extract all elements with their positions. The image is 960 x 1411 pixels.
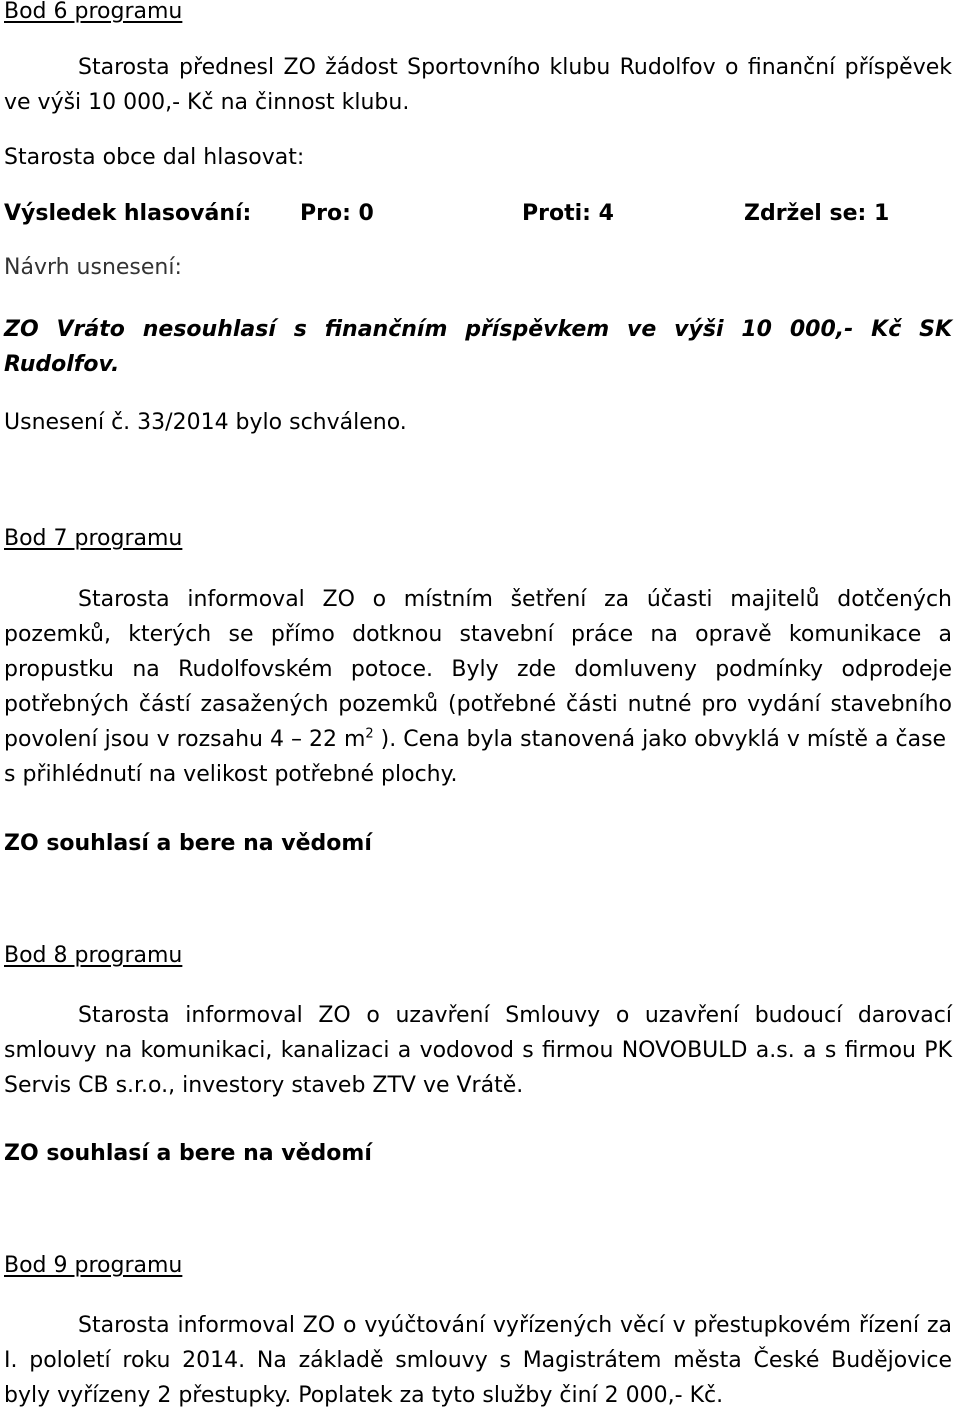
- bod7-text-line4: potřebných částí zasažených pozemků (potřebné části nutné pro vydání stavebního: [4, 692, 952, 717]
- bod6-text-line2: ve výši 10 000,- Kč na činnost klubu.: [4, 90, 410, 115]
- bod8-text-line1: Starosta informoval ZO o uzavření Smlouvy o uzavření budoucí darovací: [78, 1003, 952, 1028]
- bod9-text-line3: byly vyřízeny 2 přestupky. Poplatek za tyto služby činí 2 000,- Kč.: [4, 1383, 724, 1408]
- bod7-text-line5: [4, 725, 946, 755]
- bod7-text-line1: Starosta informoval ZO o místním šetření za účasti majitelů dotčených: [78, 587, 952, 612]
- bod7-heading: Bod 7 programu: [4, 526, 183, 551]
- superscript: 2: [365, 726, 374, 742]
- bod8-conclusion: ZO souhlasí a bere na vědomí: [4, 1141, 372, 1166]
- bod9-heading: Bod 9 programu: [4, 1253, 183, 1278]
- bod7-text-line3: propustku na Rudolfovském potoce. Byly zde domluveny podmínky odprodeje: [4, 657, 952, 682]
- vote-label: Výsledek hlasování:: [4, 201, 252, 226]
- bod8-text-line2: smlouvy na komunikaci, kanalizaci a vodovod s firmou NOVOBULD a.s. a s firmou PK: [4, 1038, 952, 1063]
- bod6-text-line1: Starosta přednesl ZO žádost Sportovního klubu Rudolfov o finanční příspěvek: [78, 55, 952, 80]
- vote-zdrzel: Zdržel se: 1: [744, 201, 890, 226]
- proposal-label: Návrh usnesení:: [4, 255, 182, 280]
- bod7-conclusion: ZO souhlasí a bere na vědomí: [4, 831, 372, 856]
- resolution-approved: Usnesení č. 33/2014 bylo schváleno.: [4, 410, 407, 435]
- vote-proti: Proti: 4: [522, 201, 614, 226]
- resolution-line1: ZO Vráto nesouhlasí s finančním příspěvkem ve výši 10 000,- Kč SK: [4, 317, 952, 342]
- bod6-heading: Bod 6 programu: [4, 0, 183, 24]
- bod7-text-line5-b: ). Cena byla stanovená jako obvyklá v místě a čase: [373, 727, 947, 752]
- vote-pro: Pro: 0: [300, 201, 374, 226]
- vote-intro: Starosta obce dal hlasovat:: [4, 145, 305, 170]
- vote-result: [4, 199, 952, 229]
- bod9-text-line2: I. pololetí roku 2014. Na základě smlouvy s Magistrátem města České Budějovice: [4, 1348, 952, 1373]
- resolution-line2: Rudolfov.: [4, 352, 120, 377]
- bod8-heading: Bod 8 programu: [4, 943, 183, 968]
- bod7-text-line5-a: povolení jsou v rozsahu 4 – 22 m: [4, 727, 366, 752]
- bod7-text-line6: s přihlédnutí na velikost potřebné plochy.: [4, 762, 458, 787]
- bod9-text-line1: Starosta informoval ZO o vyúčtování vyřízených věcí v přestupkovém řízení za: [78, 1313, 952, 1338]
- bod8-text-line3: Servis CB s.r.o., investory staveb ZTV ve Vrátě.: [4, 1073, 524, 1098]
- bod7-text-line2: pozemků, kterých se přímo dotknou stavební práce na opravě komunikace a: [4, 622, 952, 647]
